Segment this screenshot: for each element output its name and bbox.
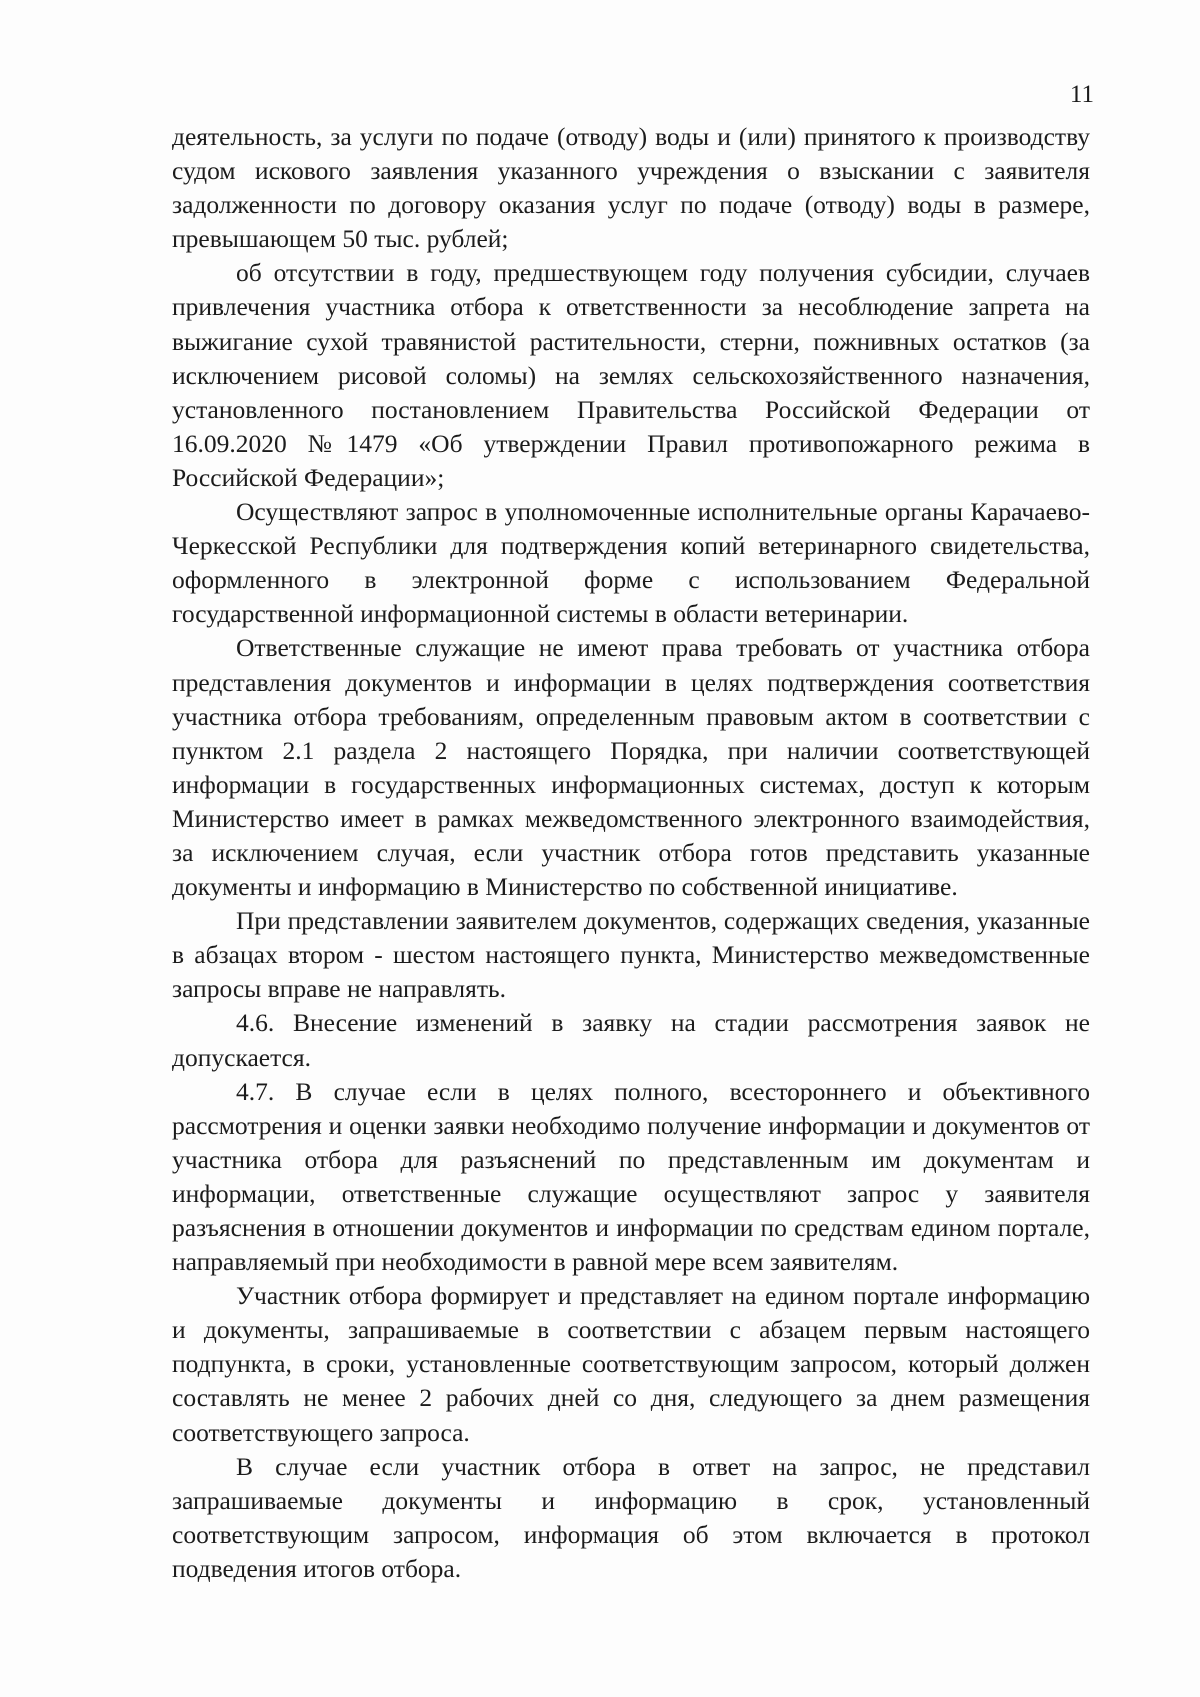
paragraph-9: В случае если участник отбора в ответ на запрос, не представил запрашиваемые документы и информацию в срок, установленный соответствующим запросом, информация об этом включается в протокол подведения итогов отбора. [172,1451,1090,1583]
paragraph-1: деятельность, за услуги по подаче (отводу) воды и (или) принятого к производству судом искового заявления указанного учреждения о взыскании с заявителя задолженности по договору оказания услуг по подаче (отводу) воды в размере, превышающем 50 тыс. рублей; [172,122,1090,254]
paragraph-6: 4.6. Внесение изменений в заявку на стадии рассмотрения заявок не допускается. [172,1008,1090,1072]
paragraph-3: Осуществляют запрос в уполномоченные исполнительные органы Карачаево-Черкесской Республики для подтверждения копий ветеринарного свидетельства, оформленного в электронной форме с использованием Федеральной государственной информационной системы в области ветеринарии. [172,497,1090,629]
paragraph-2: об отсутствии в году, предшествующем году получения субсидии, случаев привлечения участника отбора к ответственности за несоблюдение запрета на выжигание сухой травянистой растительности, стерни, пожнивных остатков (за исключением рисовой соломы) на землях сельскохозяйственного назначения, установленного постановлением Правительства Российской Федерации от 16.09.2020 №1479 «Об утверждении Правил противопожарного режима в Российской Федерации»; [172,258,1090,492]
paragraph-7: 4.7. В случае если в целях полного, всестороннего и объективного рассмотрения и оценки заявки необходимо получение информации и документов от участника отбора для разъяснений по представленным им документам и информации, ответственные служащие осуществляют запрос у заявителя разъяснения в отношении документов и информации по средствам едином портале, направляемый при необходимости в равной мере всем заявителям. [172,1076,1090,1277]
paragraph-5: При представлении заявителем документов, содержащих сведения, указанные в абзацах втором - шестом настоящего пункта, Министерство межведомственные запросы вправе не направлять. [172,906,1090,1004]
page-number: 11 [1069,81,1094,108]
body-text [172,120,1090,1586]
paragraph-4: Ответственные служащие не имеют права требовать от участника отбора представления документов и информации в целях подтверждения соответствия участника отбора требованиям, определенным правовым актом в соответствии с пунктом 2.1 раздела 2 настоящего Порядка, при наличии соответствующей информации в государственных информационных системах, доступ к которым Министерство имеет в рамках межведомственного электронного взаимодействия, за исключением случая, если участник отбора готов представить указанные документы и информацию в Министерство по собственной инициативе. [172,633,1090,902]
paragraph-8: Участник отбора формирует и представляет на едином портале информацию и документы, запрашиваемые в соответствии с абзацем первым настоящего подпункта, в сроки, установленные соответствующим запросом, который должен составлять не менее 2 рабочих дней со дня, следующего за днем размещения соответствующего запроса. [172,1281,1090,1447]
